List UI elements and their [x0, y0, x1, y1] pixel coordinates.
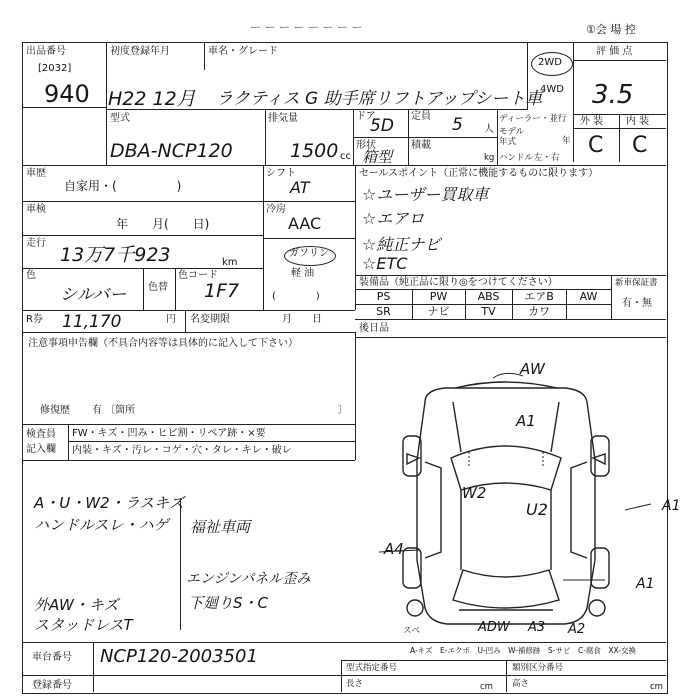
recycle-value: 11,170	[62, 312, 122, 332]
cert-height-label: 高さ	[512, 679, 530, 689]
remark-1: A・U・W2・ラスキズ	[34, 494, 184, 512]
lot-number: 940	[44, 80, 90, 108]
mark-right: A1	[662, 498, 681, 514]
mark-top: AW	[520, 360, 545, 378]
sales-point-4: ☆ETC	[362, 254, 408, 273]
cooling-value: AAC	[288, 214, 322, 233]
sales-points-title: セールスポイント（正常に機能するものに限ります）	[359, 168, 599, 179]
sales-point-2: ☆エアロ	[362, 209, 425, 228]
score-ext-value: C	[588, 133, 604, 158]
fuel-gasoline: ガソリン	[289, 248, 329, 259]
cert-unit-1: cm	[480, 682, 493, 692]
use-label: 車歴	[26, 168, 46, 179]
mark-right-low: A1	[636, 576, 655, 592]
repair-value: 有 〔箇所	[92, 405, 136, 416]
vehicle-name-label: 車名・グレード	[208, 46, 278, 57]
equip-navi: ナビ	[427, 305, 450, 318]
repair-close: 〕	[338, 405, 348, 416]
warranty-value: 有・無	[622, 298, 652, 309]
fuel-other: ( )	[272, 291, 320, 302]
displacement-value: 1500	[290, 140, 339, 162]
equipment-title: 装備品（純正品に限り◎をつけてください）	[359, 277, 558, 288]
doors-value: 5D	[370, 116, 394, 136]
handle-label: ハンドル	[499, 153, 534, 163]
remark-2: ハンドルスレ・ハゲ	[34, 516, 169, 534]
color-label: 色	[26, 270, 36, 281]
venue-label: ①会 場 控	[586, 23, 636, 36]
lot-sub: [2032]	[38, 63, 72, 74]
header-text: ー ー ー ー ー ー ー ー	[250, 21, 363, 34]
model-year-unit: 年	[562, 136, 571, 146]
score-value: 3.5	[592, 80, 634, 110]
cert-label-2: 類別区分番号	[512, 663, 564, 673]
mileage-unit: km	[222, 257, 238, 268]
rear-seat-label: 後日品	[359, 323, 389, 334]
score-int-label: 内 装	[626, 116, 650, 127]
score-label: 評 価 点	[596, 46, 633, 57]
remark-4: スタッドレスT	[34, 616, 133, 634]
inspector-label-2: 記入欄	[26, 444, 56, 455]
renewal-unit: 月 日	[282, 314, 322, 325]
drive-4wd: 4WD	[540, 84, 564, 95]
renewal-label: 名変期限	[190, 314, 230, 325]
color-code-label: 色コード	[178, 270, 218, 281]
shape-value: 箱型	[362, 148, 393, 166]
remark-right-1: 福祉車両	[190, 518, 251, 536]
remark-3: 外AW・キズ	[34, 596, 119, 614]
cert-unit-2: cm	[650, 682, 663, 692]
recycle-label: R券	[26, 314, 43, 325]
use-value: 自家用・( )	[64, 179, 182, 193]
registration-label: 初度登録年月	[110, 46, 170, 57]
warranty-label: 新車保証書	[615, 278, 658, 288]
mileage-value: 13万7千923	[60, 244, 171, 266]
equip-ps: PS	[376, 290, 391, 303]
color-value: シルバー	[60, 285, 127, 305]
plate-label: 登録番号	[32, 680, 72, 691]
sales-point-3: ☆純正ナビ	[362, 235, 441, 254]
mileage-label: 走行	[26, 238, 46, 249]
fuel-diesel: 軽 油	[291, 268, 315, 279]
shift-label: シフト	[266, 168, 296, 179]
mark-bottom-small: スペ	[403, 626, 421, 636]
capacity-unit: 人	[484, 124, 494, 135]
mark-bottom-left: ADW	[478, 620, 510, 635]
score-int-value: C	[632, 133, 648, 158]
mark-front: A1	[516, 412, 536, 430]
remark-right-3: 下廻りS・C	[188, 594, 268, 612]
chassis-label: 車台番号	[32, 652, 72, 663]
mark-left: A4	[384, 540, 404, 558]
equip-airbag: エアB	[524, 290, 554, 303]
notes-title: 注意事項申告欄（不具合内容等は具体的に記入して下さい）	[28, 338, 298, 349]
inspection-value: 年 月( 日)	[116, 217, 210, 231]
inspector-row-2: 内装・キズ・汚レ・コゲ・穴・タレ・キレ・破レ	[72, 445, 292, 456]
load-unit: kg	[484, 153, 495, 163]
model-value: DBA-NCP120	[110, 140, 233, 162]
equip-abs: ABS	[477, 290, 500, 303]
equip-leather: カワ	[528, 305, 550, 318]
mark-center: U2	[526, 500, 548, 519]
shape-label: 形状	[356, 140, 376, 151]
equip-tv: TV	[481, 305, 496, 318]
inspection-label: 車検	[26, 204, 46, 215]
color-code-value: 1F7	[204, 280, 240, 302]
handle-value: 左・右	[534, 153, 560, 163]
displacement-unit: cc	[340, 151, 351, 162]
dealer-label: ディーラー・並行	[499, 114, 567, 124]
mark-bottom-mid: A3	[528, 620, 546, 635]
doors-label: ドア	[356, 111, 376, 122]
model-year-label: モデル 年式	[499, 127, 525, 147]
model-label: 型式	[110, 113, 130, 124]
cert-length-label: 長さ	[346, 679, 364, 689]
lot-label: 出品番号	[26, 46, 66, 57]
registration-value: H22 12月	[108, 88, 196, 110]
score-ext-label: 外 装	[580, 116, 604, 127]
repair-label: 修復歴	[40, 405, 70, 416]
cooling-label: 冷房	[266, 204, 286, 215]
vehicle-name-value: ラクティス G 助手席リフトアップシート車	[216, 89, 543, 109]
shift-value: AT	[290, 178, 310, 197]
capacity-value: 5	[452, 115, 463, 135]
chassis-value: NCP120-2003501	[100, 646, 258, 667]
color-change-label: 色替	[148, 282, 168, 293]
equip-aw: AW	[579, 290, 598, 303]
damage-legend: A-キズ E-エクボ U-凹み W-補修跡 S-サビ C-腐食 XX-交換	[410, 646, 636, 655]
drive-2wd: 2WD	[538, 57, 562, 68]
mark-bottom-right: A2	[568, 622, 586, 637]
inspector-label-1: 検査員	[26, 429, 56, 440]
inspector-row-1: FW・キズ・凹み・ヒビ割・リペア跡・×要	[72, 428, 266, 439]
load-label: 積載	[411, 140, 431, 151]
mark-left-mid: W2	[462, 484, 487, 502]
equip-sr: SR	[376, 305, 391, 318]
recycle-unit: 円	[166, 314, 176, 325]
equip-pw: PW	[429, 290, 448, 303]
car-damage-diagram	[355, 340, 666, 652]
remark-right-2: エンジンパネル歪み	[186, 571, 311, 587]
sales-point-1: ☆ユーザー買取車	[362, 185, 489, 204]
displacement-label: 排気量	[268, 113, 298, 124]
capacity-label: 定員	[411, 111, 431, 122]
cert-label-1: 型式指定番号	[346, 663, 398, 673]
